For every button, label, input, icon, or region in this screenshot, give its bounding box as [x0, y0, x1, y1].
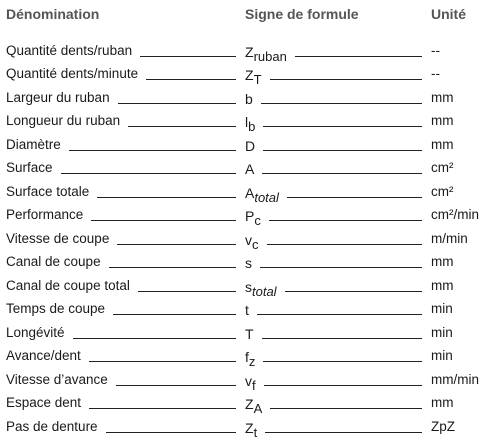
unit-cell: min [431, 301, 453, 316]
leader-line [89, 361, 236, 362]
leader-line [285, 291, 422, 292]
leader-line [89, 408, 236, 409]
denomination-cell: Longévité [6, 324, 65, 340]
leader-line [97, 197, 236, 198]
symbol-base: s [245, 255, 252, 271]
unit-cell: cm² [431, 160, 454, 175]
unit-cell: mm [431, 254, 454, 269]
denomination-cell: Quantité dents/minute [6, 66, 139, 81]
denomination-cell: Diamètre [6, 136, 61, 152]
leader-line [138, 291, 236, 292]
header-formula-symbol: Signe de formule [245, 6, 359, 22]
unit-cell: mm [431, 113, 454, 128]
table-row [0, 275, 500, 299]
unit-cell: min [431, 348, 453, 363]
table-row [0, 346, 500, 370]
symbol-base: T [245, 325, 254, 342]
table-row [0, 40, 500, 64]
denomination-cell: Quantité dents/ruban [6, 42, 133, 58]
leader-line [270, 408, 422, 409]
leader-line [264, 385, 422, 386]
leader-line [263, 361, 422, 362]
leader-line [146, 79, 236, 80]
denomination-cell: Canal de coupe total [6, 277, 130, 293]
table-row [0, 299, 500, 323]
leader-line [295, 56, 422, 57]
formula-symbol-cell [245, 255, 252, 271]
unit-cell: -- [431, 42, 440, 58]
formula-symbol-cell [245, 372, 256, 393]
denomination-cell: Surface [6, 160, 53, 175]
table-row [0, 64, 500, 88]
symbol-base: s [245, 278, 252, 295]
leader-line [261, 103, 422, 104]
denomination-cell: Pas de denture [6, 418, 98, 434]
symbol-subscript: total [254, 189, 279, 205]
unit-cell: m/min [431, 230, 468, 246]
symbol-base: Z [245, 396, 254, 412]
leader-line [263, 150, 422, 151]
unit-cell: ZpZ [431, 418, 456, 434]
leader-line [128, 126, 236, 127]
table-row [0, 369, 500, 393]
symbol-subscript: total [252, 283, 277, 299]
leader-line [69, 150, 236, 151]
denomination-cell: Performance [6, 207, 84, 222]
leader-line [287, 197, 422, 198]
leader-line [116, 385, 236, 386]
table-row [0, 181, 500, 205]
header-unit: Unité [431, 6, 466, 22]
formula-symbol-cell [245, 43, 287, 64]
symbol-base: t [245, 302, 249, 318]
formula-symbol-cell [245, 278, 277, 299]
formula-symbol-cell [245, 67, 262, 87]
denomination-cell: Avance/dent [6, 348, 81, 363]
symbol-base: P [245, 208, 255, 224]
denomination-cell: Espace dent [6, 395, 82, 410]
leader-line [262, 173, 422, 174]
unit-cell: -- [431, 66, 440, 81]
denomination-cell: Vitesse d’avance [6, 371, 108, 387]
table-row [0, 393, 500, 417]
symbol-subscript: T [253, 72, 262, 87]
symbol-subscript: A [253, 401, 263, 416]
symbol-subscript: ruban [253, 48, 287, 64]
table-row [0, 134, 500, 158]
unit-cell: cm²/min [431, 207, 479, 222]
symbol-subscript: t [253, 424, 258, 440]
leader-line [262, 338, 422, 339]
formula-symbol-cell [245, 208, 261, 228]
header-denomination: Dénomination [6, 6, 100, 22]
formula-symbol-cell [245, 91, 253, 107]
symbol-base: l [245, 114, 249, 130]
symbol-subscript: c [252, 236, 259, 252]
formula-symbol-cell [245, 396, 263, 416]
symbol-base: v [245, 231, 252, 248]
symbol-subscript: f [252, 377, 256, 393]
formula-symbol-cell [245, 184, 279, 205]
leader-line [265, 432, 422, 433]
unit-cell: mm [431, 277, 454, 293]
symbol-subscript: c [254, 213, 261, 228]
leader-line [269, 220, 422, 221]
leader-line [61, 173, 236, 174]
table-body [0, 40, 500, 440]
unit-cell: cm² [431, 183, 454, 199]
table-row [0, 205, 500, 229]
denomination-cell: Temps de coupe [6, 301, 106, 316]
leader-line [91, 220, 236, 221]
table-row [0, 228, 500, 252]
table-row [0, 252, 500, 276]
leader-line [263, 126, 422, 127]
symbol-base: Z [245, 67, 254, 83]
table-row [0, 111, 500, 135]
unit-cell: mm [431, 395, 454, 410]
symbol-base: A [245, 161, 255, 177]
symbol-base: Z [245, 419, 254, 436]
leader-line [117, 244, 236, 245]
formula-symbol-cell [245, 138, 255, 154]
denomination-cell: Largeur du ruban [6, 89, 110, 105]
leader-line [257, 314, 422, 315]
leader-line [118, 103, 236, 104]
leader-line [113, 314, 236, 315]
formula-symbol-cell [245, 419, 258, 440]
leader-line [260, 267, 422, 268]
formula-symbol-cell [245, 302, 249, 318]
formula-symbol-cell [245, 114, 256, 134]
symbol-subscript: b [248, 119, 256, 134]
table-row [0, 416, 500, 440]
symbol-base: D [245, 137, 256, 154]
leader-line [106, 432, 236, 433]
symbol-subscript: z [248, 354, 256, 369]
unit-cell: min [431, 324, 453, 340]
symbol-base: b [245, 90, 253, 107]
denomination-cell: Canal de coupe [6, 254, 101, 269]
denomination-cell: Vitesse de coupe [6, 230, 110, 246]
formula-symbol-cell [245, 349, 256, 369]
table-row [0, 322, 500, 346]
symbol-base: v [245, 372, 252, 389]
formula-symbol-cell [245, 161, 254, 177]
unit-cell: mm [431, 136, 454, 152]
table-row [0, 158, 500, 182]
denomination-cell: Surface totale [6, 183, 90, 199]
leader-line [267, 244, 422, 245]
symbol-base: Z [245, 43, 254, 60]
formula-symbol-cell [245, 231, 259, 252]
leader-line [109, 267, 236, 268]
symbol-base: f [245, 349, 249, 365]
leader-line [270, 79, 422, 80]
unit-cell: mm [431, 89, 454, 105]
symbol-base: A [245, 184, 255, 201]
table-row [0, 87, 500, 111]
formula-symbol-cell [245, 326, 254, 342]
leader-line [73, 338, 236, 339]
leader-line [140, 56, 236, 57]
unit-cell: mm/min [431, 371, 479, 387]
denomination-cell: Longueur du ruban [6, 113, 121, 128]
